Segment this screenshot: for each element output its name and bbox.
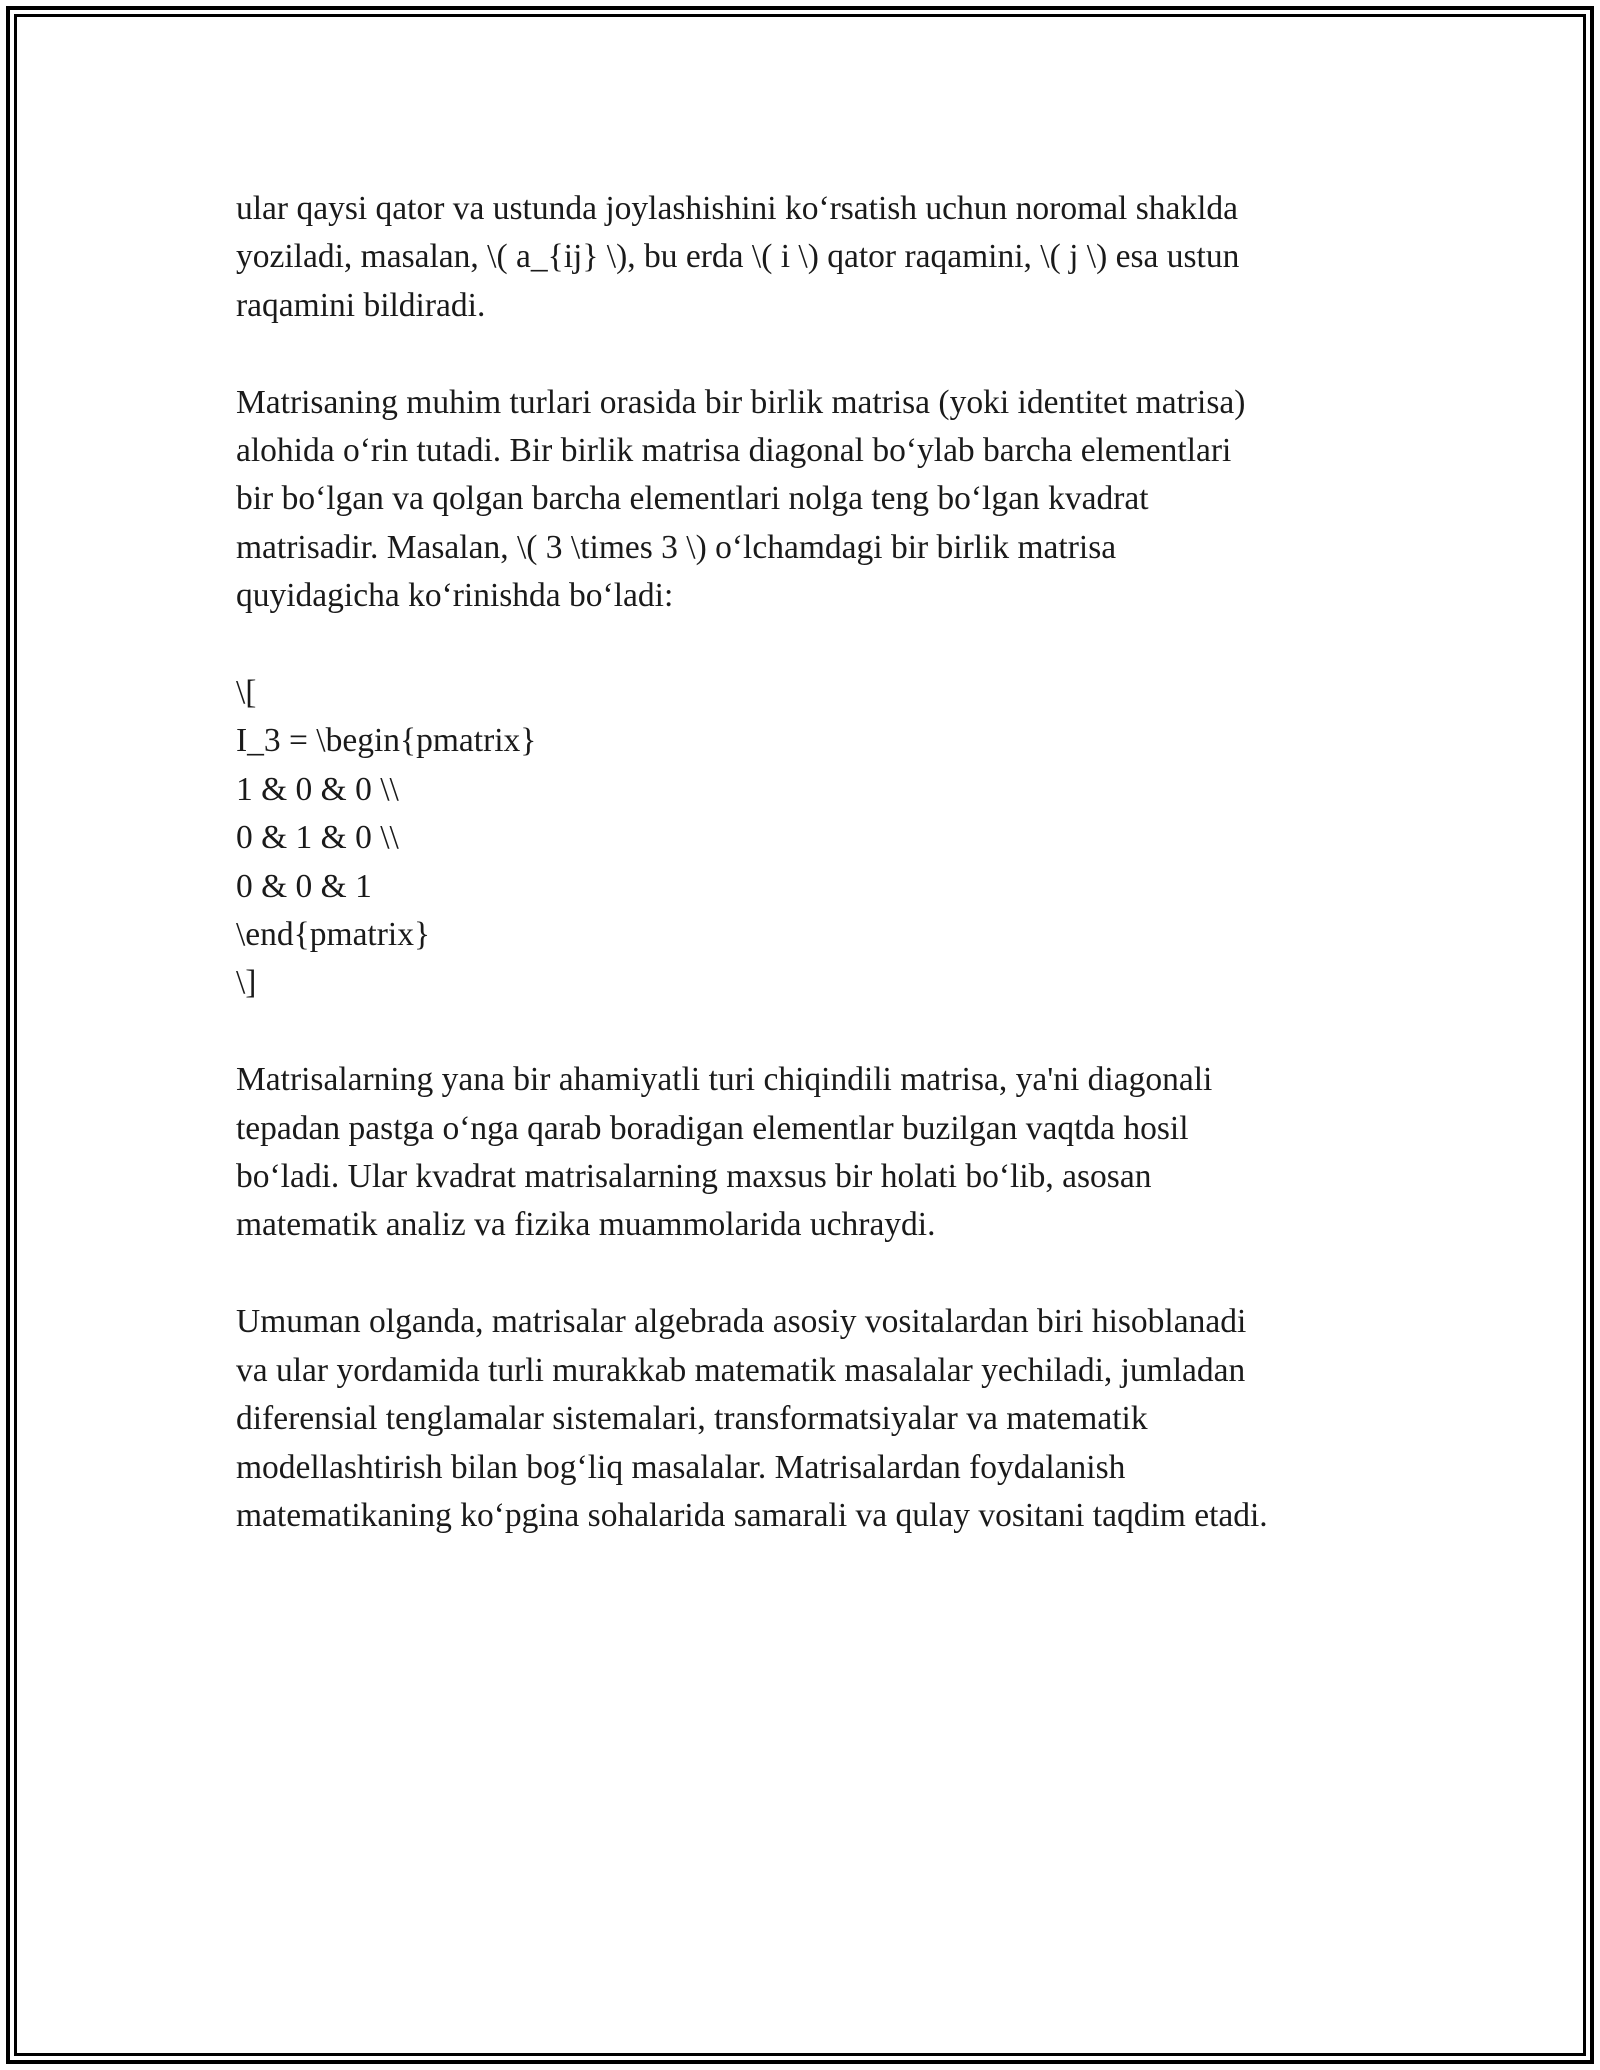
document-body xyxy=(236,185,1376,1589)
equation-line: 1 & 0 & 0 \\ xyxy=(236,770,399,808)
equation-line: 0 & 1 & 0 \\ xyxy=(236,819,399,857)
equation-line: \end{pmatrix} xyxy=(236,916,431,954)
paragraph-conclusion: Umuman olganda, matrisalar algebrada asosiy vositalardan biri hisoblanadi va ular yordamida turli murakkab matematik masalalar yechiladi, jumladan diferensial tenglamalar sistemalari, transformatsiyalar va matematik modellashtirish bilan bog‘liq masalalar. Matrisalardan foydalanish matematikaning ko‘pgina sohalarida samarali va qulay vositani taqdim etadi. xyxy=(236,1303,1268,1534)
paragraph-matrix-indices: ular qaysi qator va ustunda joylashishini ko‘rsatish uchun noromal shaklda yoziladi, masalan, \( a_{ij} \), bu erda \( i \) qator raqamini, \( j \) esa ustun raqamini bildiradi. xyxy=(236,190,1240,324)
equation-line: 0 & 0 & 1 xyxy=(236,867,372,905)
equation-line: I_3 = \begin{pmatrix} xyxy=(236,722,537,760)
equation-line: \[ xyxy=(236,674,257,712)
identity-matrix-equation xyxy=(236,669,1376,1008)
paragraph-degenerate-matrix: Matrisalarning yana bir ahamiyatli turi chiqindili matrisa, ya'ni diagonali tepadan pastga o‘nga qarab boradigan elementlar buzilgan vaqtda hosil bo‘ladi. Ular kvadrat matrisalarning maxsus bir holati bo‘lib, asosan matematik analiz va fizika muammolarida uchraydi. xyxy=(236,1061,1213,1244)
paragraph-identity-matrix: Matrisaning muhim turlari orasida bir birlik matrisa (yoki identitet matrisa) alohida o‘rin tutadi. Bir birlik matrisa diagonal bo‘ylab barcha elementlari bir bo‘lgan va qolgan barcha elementlari nolga teng bo‘lgan kvadrat matrisadir. Masalan, \( 3 \times 3 \) o‘lchamdagi bir birlik matrisa quyidagicha ko‘rinishda bo‘ladi: xyxy=(236,383,1246,615)
equation-line: \] xyxy=(236,964,257,1002)
